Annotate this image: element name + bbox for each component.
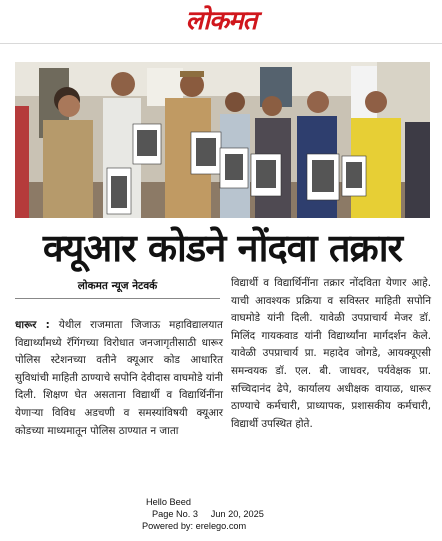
footer-edition: Hello Beed <box>146 497 191 507</box>
article-headline: क्यूआर कोडने नोंदवा तक्रार <box>42 226 403 270</box>
footer-page-date: Page No. 3 Jun 20, 2025 <box>152 509 264 519</box>
article-column-right <box>231 275 431 433</box>
masthead <box>0 0 442 44</box>
article-column-left <box>15 317 223 440</box>
article-body-right: विद्यार्थी व विद्यार्थिनींना तक्रार नोंदविता येणार आहे. याची आवश्यक प्रक्रिया व सविस्तर माहिती सपोनि वाघमोडे यांनी दिली. यावेळी उपप्राचार्य मेजर डॉ. मिलिंद गायकवाड यांनी विद्यार्थ्यांना मार्गदर्शन केले. यावेळी उपप्राचार्य प्रा. महादेव जोगडे, आयक्यूएसी समन्वयक डॉ. एल. बी. जाधवर, पर्यवेक्षक प्रा. सच्चिदानंद ढेपे, कार्यालय अधीक्षक वायाळ, धारूर ठाण्याचे कर्मचारी, प्राध्यापक, प्रशासकीय कर्मचारी, विद्यार्थी उपस्थित होते. <box>231 277 431 430</box>
newspaper-logo: लोकमत <box>185 6 257 36</box>
article-byline: लोकमत न्यूज नेटवर्क <box>77 280 158 292</box>
byline-divider <box>15 298 220 299</box>
photo-illustration <box>15 62 430 218</box>
article-body-left: येथील राजमाता जिजाऊ महाविद्यालयात विद्यार्थ्यांमध्ये रॅगिंगच्या विरोधात जनजागृतीसाठी धारूर पोलिस स्टेशनच्या वतीने क्यूआर कोड आधारित सुविधांची माहिती ठाण्याचे सपोनि देवीदास वाघमोडे यांनी दिली. शिक्षण घेत असताना विद्यार्थी व विद्यार्थिनींना येणाऱ्या विविध अडचणी व समस्यांविषयी क्यूआर कोडच्या माध्यमातून पोलिस ठाण्यात न जाता <box>15 319 223 437</box>
footer-powered-by: Powered by: erelego.com <box>142 521 247 531</box>
dateline-place: धारूर : <box>15 319 50 331</box>
page-footer <box>0 496 442 541</box>
news-photo <box>15 62 430 218</box>
masthead-divider <box>0 43 442 44</box>
